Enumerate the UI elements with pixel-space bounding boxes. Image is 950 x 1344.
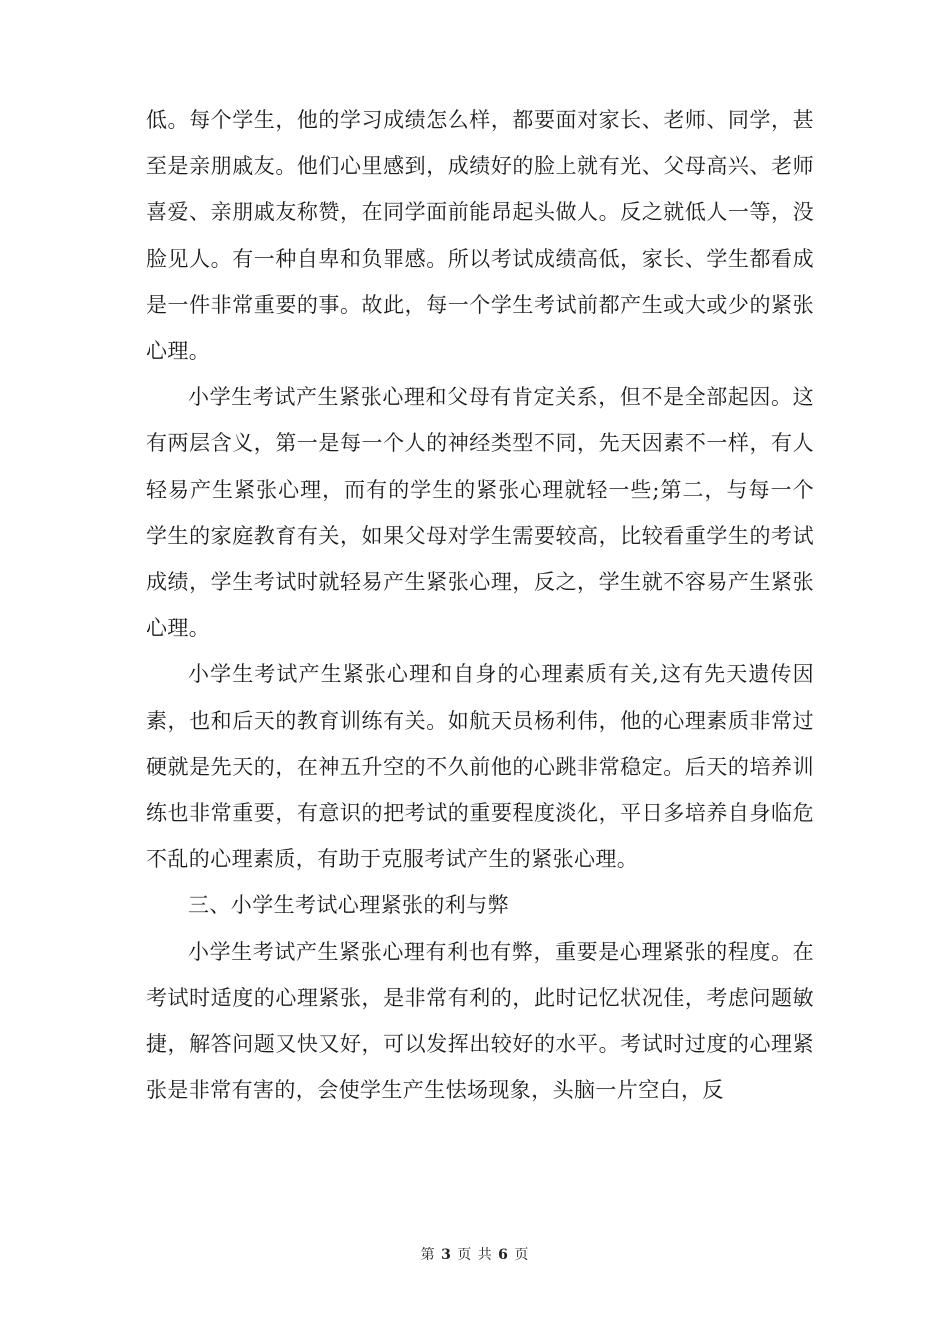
paragraph-5: 小学生考试产生紧张心理有利也有弊，重要是心理紧张的程度。在考试时适度的心理紧张，是非常有利的，此时记忆状况佳，考虑问题敏捷，解答问题又快又好，可以发挥出较好的水平。考试时过度的心理紧张是非常有害的，会使学生产生怯场现象，头脑一片空白，反 — [146, 939, 814, 1103]
footer-middle: 页 共 — [457, 1247, 493, 1263]
footer-page-number: 3 — [441, 1247, 452, 1263]
paragraph-1: 低。每个学生，他的学习成绩怎么样，都要面对家长、老师、同学，甚至是亲朋戚友。他们心里感到，成绩好的脸上就有光、父母高兴、老师喜爱、亲朋戚友称赞，在同学面前能昂起头做人。反之就低人一等，没脸见人。有一种自卑和负罪感。所以考试成绩高低，家长、学生都看成是一件非常重要的事。故此，每一个学生考试前都产生或大或少的紧张心理。 — [146, 108, 814, 364]
footer-total-pages: 6 — [498, 1247, 509, 1263]
paragraph-3: 小学生考试产生紧张心理和自身的心理素质有关,这有先天遗传因素，也和后天的教育训练有关。如航天员杨利伟，他的心理素质非常过硬就是先天的，在神五升空的不久前他的心跳非常稳定。后天的培养训练也非常重要，有意识的把考试的重要程度淡化，平日多培养自身临危不乱的心理素质，有助于克服考试产生的紧张心理。 — [146, 662, 814, 872]
footer-prefix: 第 — [420, 1247, 436, 1263]
footer-suffix: 页 — [514, 1247, 530, 1263]
section-heading: 三、小学生考试心理紧张的利与弊 — [188, 893, 509, 918]
document-body — [146, 97, 814, 1113]
paragraph-2: 小学生考试产生紧张心理和父母有肯定关系，但不是全部起因。这有两层含义，第一是每一个人的神经类型不同，先天因素不一样，有人轻易产生紧张心理，而有的学生的紧张心理就轻一些;第二，与每一个学生的家庭教育有关，如果父母对学生需要较高，比较看重学生的考试成绩，学生考试时就轻易产生紧张心理，反之，学生就不容易产生紧张心理。 — [146, 385, 814, 641]
page-footer — [0, 1244, 950, 1264]
